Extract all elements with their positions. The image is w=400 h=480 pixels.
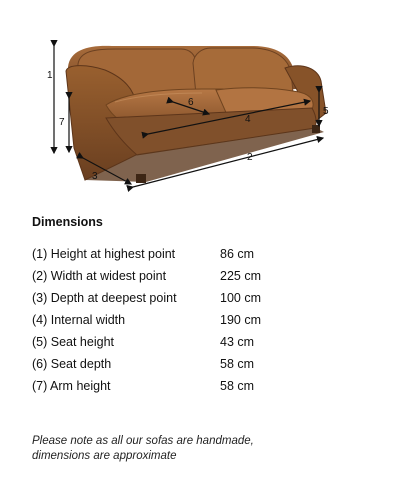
dimension-row-depth (32, 287, 352, 309)
callout-4: 4 (245, 114, 251, 125)
handmade-note (32, 434, 332, 464)
dimension-row-width (32, 265, 352, 287)
front-right-foot (312, 125, 320, 133)
callout-1: 1 (47, 70, 53, 81)
dimensions-heading: Dimensions (32, 215, 103, 229)
dimension-value: 58 cm (220, 357, 255, 371)
callout-2: 2 (247, 152, 253, 163)
callout-7: 7 (59, 117, 65, 128)
dimension-value: 190 cm (220, 313, 261, 327)
dimension-row-seat-depth (32, 353, 352, 375)
dimension-value: 58 cm (220, 379, 255, 393)
dimension-value: 86 cm (220, 247, 255, 261)
dimension-label: (6) Seat depth (32, 357, 112, 371)
dimension-row-height (32, 243, 352, 265)
callout-6: 6 (188, 97, 194, 108)
dimension-label: (5) Seat height (32, 335, 114, 349)
note-line-2: dimensions are approximate (32, 450, 177, 462)
dimension-label: (2) Width at widest point (32, 269, 167, 283)
dimension-value: 225 cm (220, 269, 261, 283)
dimension-label: (1) Height at highest point (32, 247, 176, 261)
sofa-dimensions-image (12, 6, 388, 196)
dimension-label: (3) Depth at deepest point (32, 291, 177, 305)
callout-3: 3 (92, 171, 98, 182)
dimension-value: 43 cm (220, 335, 255, 349)
front-left-foot (136, 174, 146, 183)
dimensions-list (32, 243, 352, 397)
dimension-row-internal-width (32, 309, 352, 331)
dimension-value: 100 cm (220, 291, 261, 305)
dimension-label: (7) Arm height (32, 379, 111, 393)
callout-5: 5 (323, 106, 329, 117)
dimension-row-arm-height (32, 375, 352, 397)
note-line-1: Please note as all our sofas are handmade, (32, 435, 254, 447)
sofa-diagram (12, 6, 388, 196)
dimension-row-seat-height (32, 331, 352, 353)
dimension-label: (4) Internal width (32, 313, 126, 327)
